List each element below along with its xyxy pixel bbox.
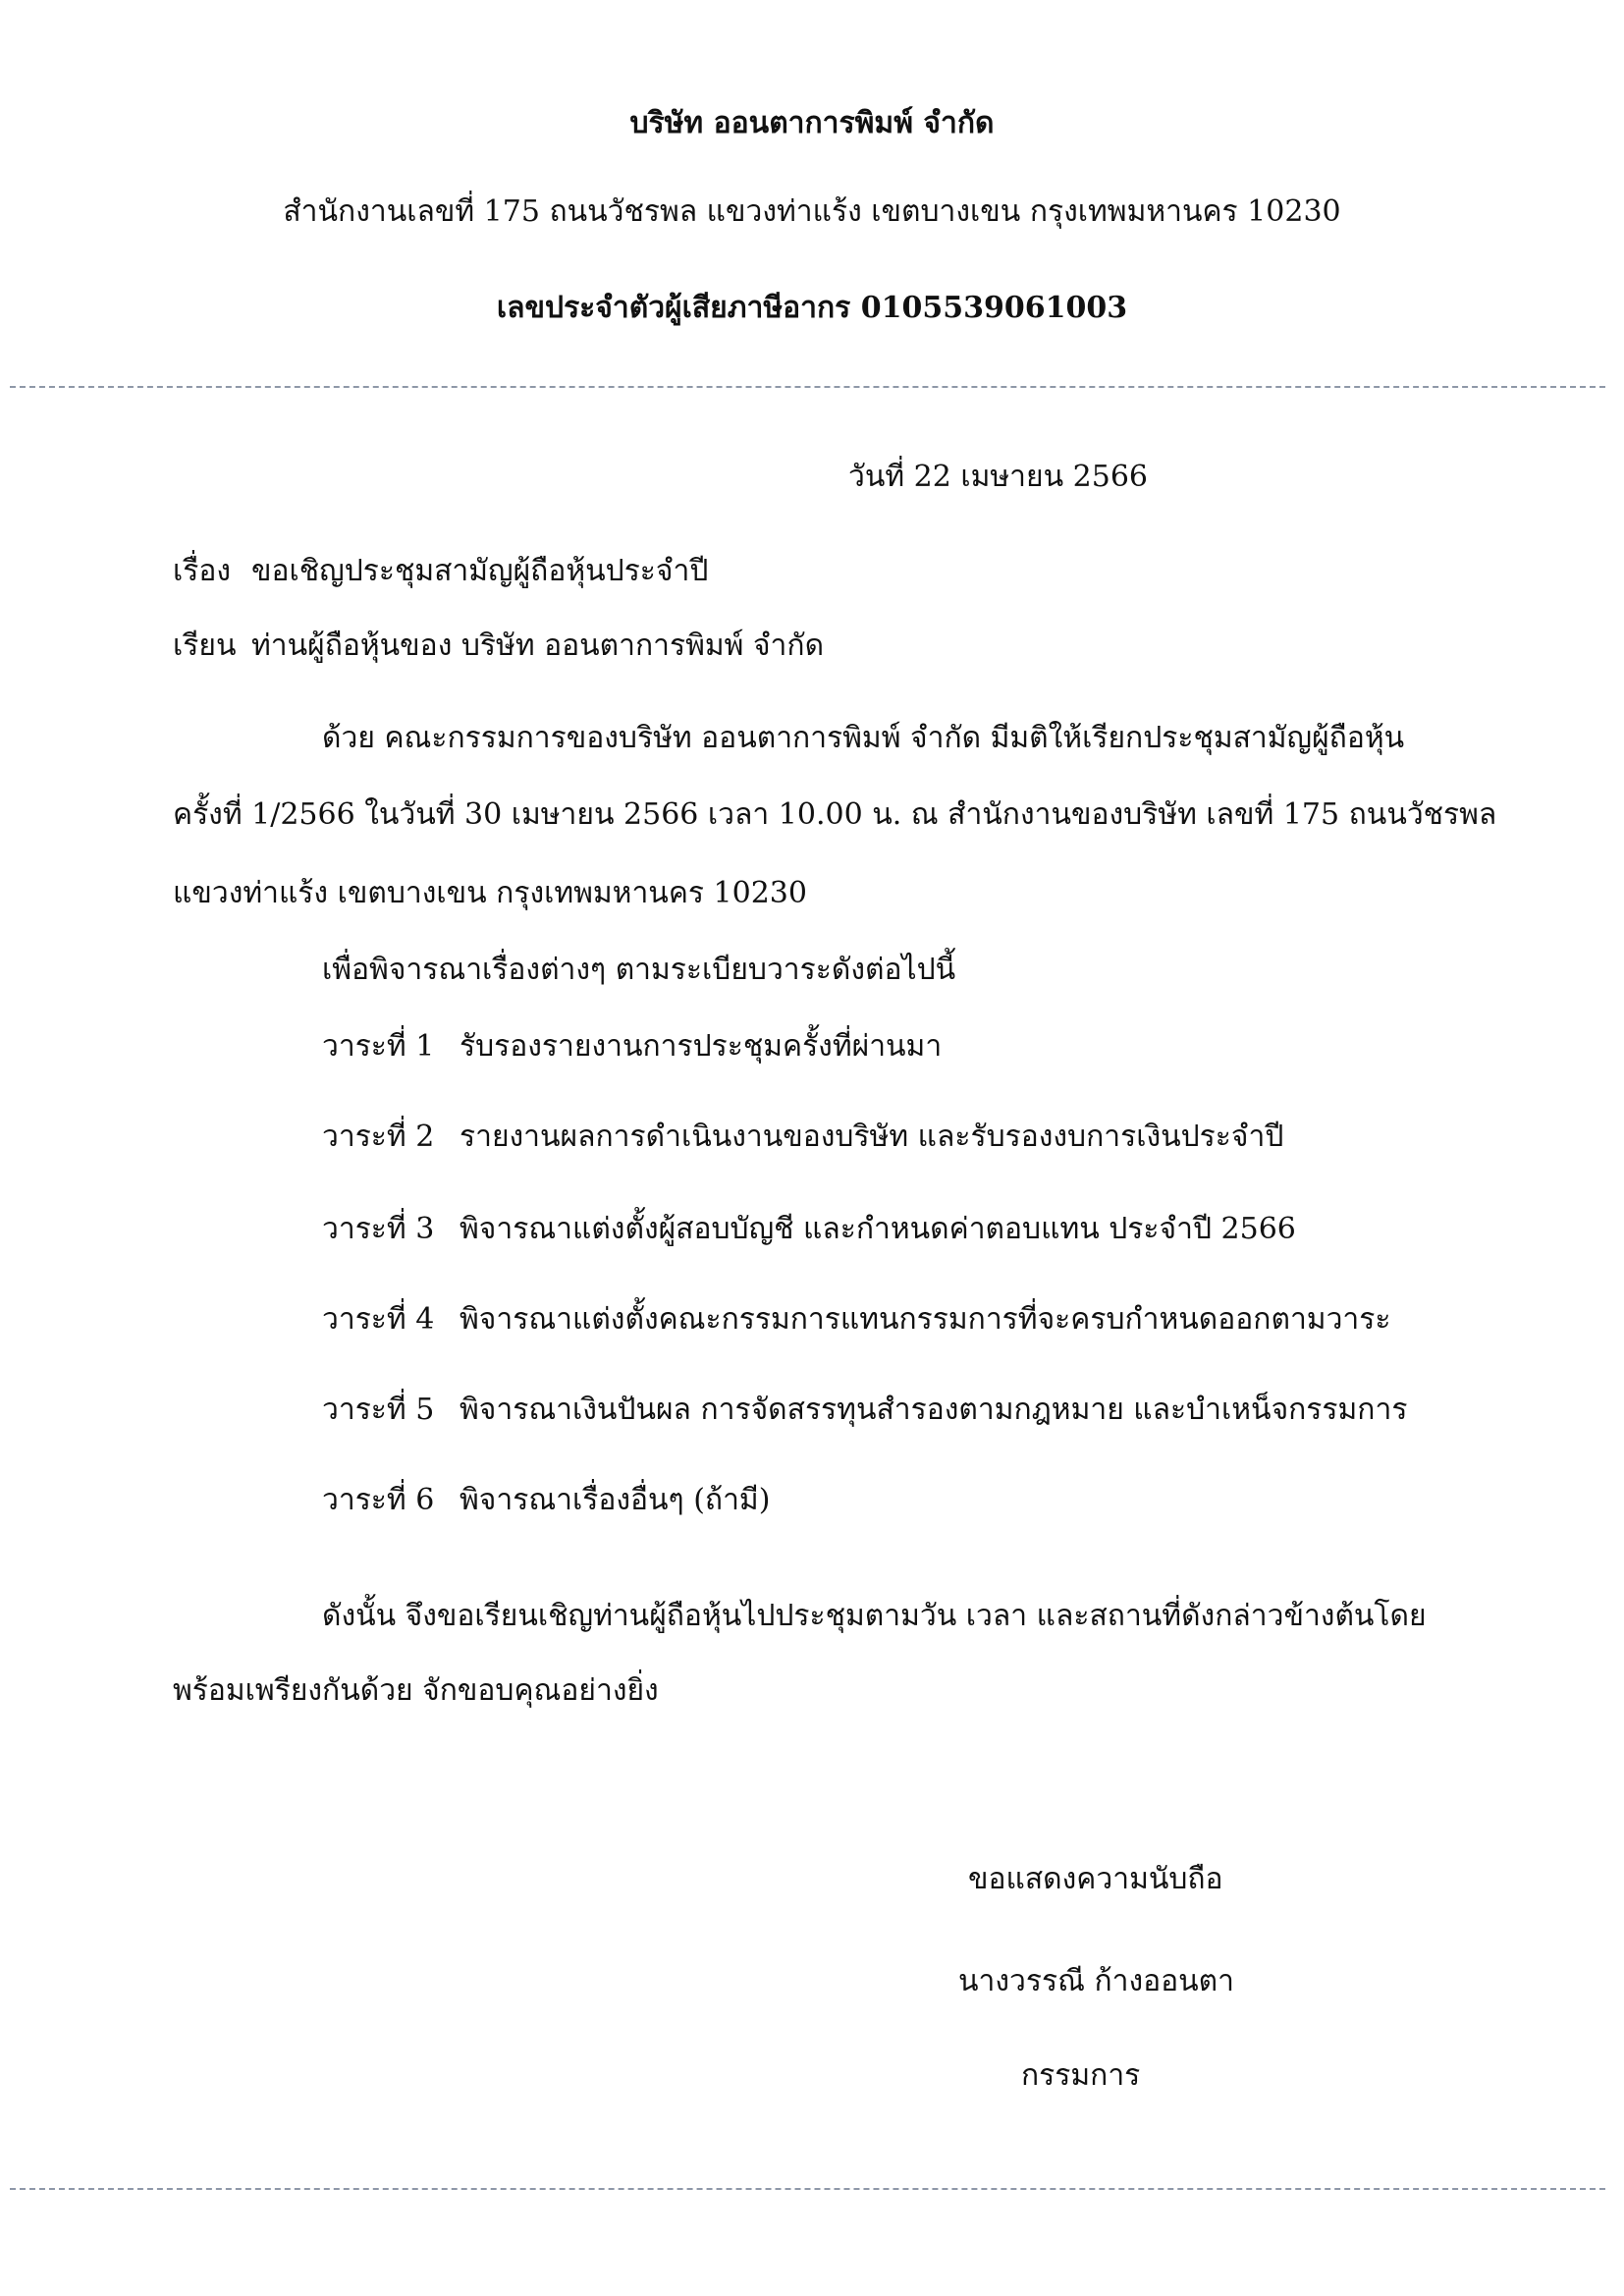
agenda-item (322, 1118, 1283, 1157)
closing-line-1: ดังนั้น จึงขอเรียนเชิญท่านผู้ถือหุ้นไปประชุมตามวัน เวลา และสถานที่ดังกล่าวข้างต้นโดย (322, 1599, 1427, 1633)
subject-label: เรื่อง (173, 554, 232, 588)
body-paragraph-line-1: ด้วย คณะกรรมการของบริษัท ออนตาการพิมพ์ จำกัด มีมติให้เรียกประชุมสามัญผู้ถือหุ้น (322, 721, 1405, 755)
recipient-label: เรียน (173, 629, 237, 663)
tax-id: เลขประจำตัวผู้เสียภาษีอากร 0105539061003 (496, 291, 1128, 325)
agenda-item (322, 1481, 770, 1520)
signatory-title: กรรมการ (1021, 2058, 1141, 2093)
subject-text: ขอเชิญประชุมสามัญผู้ถือหุ้นประจำปี (251, 554, 709, 588)
agenda-item (322, 1027, 942, 1066)
regards-text: ขอแสดงความนับถือ (968, 1862, 1223, 1896)
agenda-item (322, 1300, 1391, 1339)
agenda-item (322, 1210, 1296, 1249)
agenda-item-label: วาระที่ 4 (322, 1302, 435, 1337)
agenda-item-text: พิจารณาเงินปันผล การจัดสรรทุนสำรองตามกฎหมาย และบำเหน็จกรรมการ (460, 1393, 1408, 1427)
signatory-name: นางวรรณี ก้างออนตา (958, 1964, 1234, 1998)
company-address: สำนักงานเลขที่ 175 ถนนวัชรพล แขวงท่าแร้ง เขตบางเขน กรุงเทพมหานคร 10230 (283, 194, 1341, 229)
agenda-item-text: พิจารณาแต่งตั้งคณะกรรมการแทนกรรมการที่จะครบกำหนดออกตามวาระ (460, 1302, 1391, 1337)
agenda-item-text: รับรองรายงานการประชุมครั้งที่ผ่านมา (460, 1029, 943, 1064)
closing-line-2: พร้อมเพรียงกันด้วย จักขอบคุณอย่างยิ่ง (173, 1673, 659, 1708)
subject-line (173, 552, 708, 591)
header-divider (10, 386, 1605, 388)
agenda-item-label: วาระที่ 1 (322, 1029, 435, 1064)
agenda-item-label: วาระที่ 5 (322, 1393, 435, 1427)
recipient-text: ท่านผู้ถือหุ้นของ บริษัท ออนตาการพิมพ์ จำกัด (251, 629, 825, 663)
agenda-intro: เพื่อพิจารณาเรื่องต่างๆ ตามระเบียบวาระดังต่อไปนี้ (322, 953, 956, 987)
agenda-item-text: พิจารณาแต่งตั้งผู้สอบบัญชี และกำหนดค่าตอบแทน ประจำปี 2566 (460, 1212, 1296, 1246)
agenda-item (322, 1391, 1407, 1430)
agenda-item-label: วาระที่ 3 (322, 1212, 435, 1246)
agenda-item-text: รายงานผลการดำเนินงานของบริษัท และรับรองงบการเงินประจำปี (460, 1120, 1284, 1154)
agenda-item-label: วาระที่ 2 (322, 1120, 435, 1154)
body-paragraph-line-3: แขวงท่าแร้ง เขตบางเขน กรุงเทพมหานคร 10230 (173, 876, 807, 910)
agenda-item-text: พิจารณาเรื่องอื่นๆ (ถ้ามี) (460, 1483, 771, 1517)
company-name: บริษัท ออนตาการพิมพ์ จำกัด (629, 106, 995, 140)
body-paragraph-line-2: ครั้งที่ 1/2566 ในวันที่ 30 เมษายน 2566 เวลา 10.00 น. ณ สำนักงานของบริษัท เลขที่ 175 ถนนวัชรพล (173, 797, 1497, 832)
footer-divider (10, 2188, 1605, 2190)
letter-date: วันที่ 22 เมษายน 2566 (848, 460, 1148, 494)
agenda-item-label: วาระที่ 6 (322, 1483, 435, 1517)
recipient-line (173, 627, 824, 666)
